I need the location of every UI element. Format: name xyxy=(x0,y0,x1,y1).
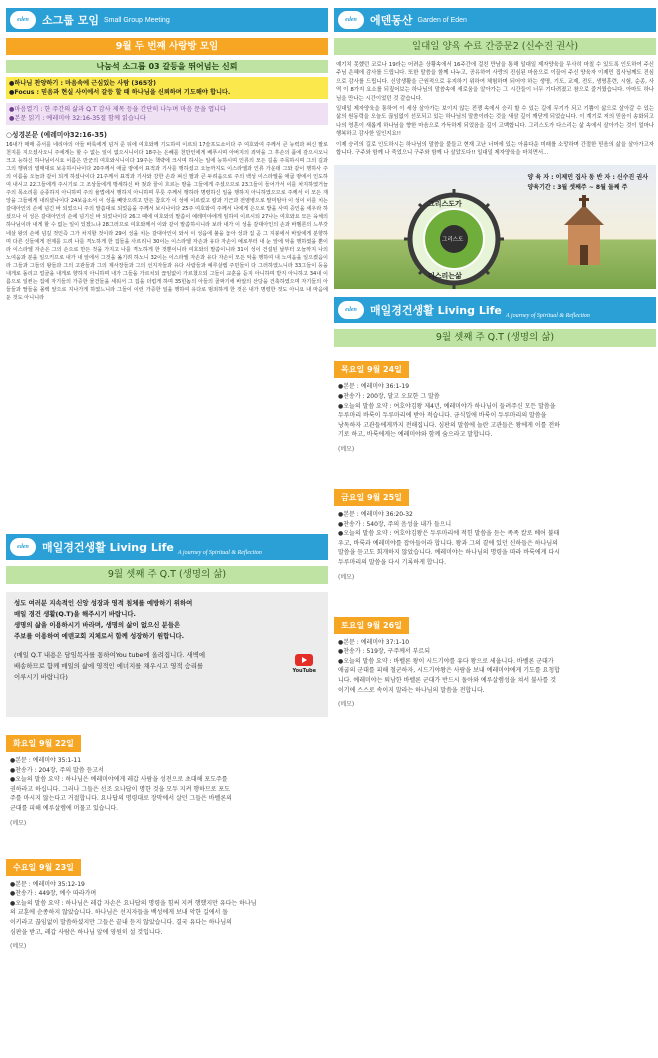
intro-line: 배송하므로 함께 매일의 삶에 영적인 에너지를 채우시고 영적 승리를 xyxy=(14,662,204,670)
eden-logo: eden xyxy=(338,301,364,319)
eden-logo: eden xyxy=(338,11,364,29)
intro-box xyxy=(6,592,328,717)
section-title: 에덴동산 xyxy=(370,14,413,27)
day-body xyxy=(334,634,656,696)
focus-hymn: ●하나님 찬양하기 : 마음속에 근심있는 사람 (365장) xyxy=(9,80,156,87)
day-line: ●본문 : 예레미야 36:1-19 xyxy=(338,383,410,391)
day-title: 화요일 9월 22일 xyxy=(6,735,81,752)
memo-label: (메모) xyxy=(10,943,27,951)
day-line: ●오늘의 말씀 요약 : 하나님은 예레미야에게 레갑 사람을 성전으로 초대해 포도주를 xyxy=(10,776,228,784)
week-title: 9월 셋째 주 Q.T (생명의 삶) xyxy=(334,329,656,347)
living-life-header xyxy=(6,534,328,560)
day-line: ●찬송가 : 200장, 달고 오묘한 그 말씀 xyxy=(338,393,440,401)
illustration-caption xyxy=(527,173,648,193)
article-body xyxy=(334,61,656,157)
day-body xyxy=(6,876,328,938)
section-title: 소그룹 모임 xyxy=(42,14,99,27)
living-life-header xyxy=(334,297,656,323)
day-line: ●오늘의 말씀 요약 : 하나님은 레갑 자손은 요나답의 명령을 힘써 지켜 행했지만 유다는 하나님 xyxy=(10,899,257,907)
day-line: 주를 마시지 않는다고 거절합니다. 요나답의 명령대로 장막에서 살던 그들은 바벨론의 xyxy=(10,795,232,803)
living-life-title: 매일경건생활 Living Life xyxy=(370,304,502,318)
day-wednesday xyxy=(6,855,328,951)
focus-box xyxy=(6,77,328,99)
day-line: 니다. 예레미야는 퇴남한 바벨론 군대가 반드시 돌아와 예루살렘성을 쳐서 불사를 것 xyxy=(338,676,557,684)
day-line: 기로 하고, 바룩에게는 예레미야와 함께 숨으라고 말합니다. xyxy=(338,431,493,439)
day-line: ●오늘의 말씀 요약 : 여호야김왕 제4년, 예레미야가 하나님이 들려주신 모든 말씀을 xyxy=(338,402,556,410)
apply-box xyxy=(6,103,328,125)
day-title: 금요일 9월 25일 xyxy=(334,489,409,506)
day-title: 목요일 9월 24일 xyxy=(334,361,409,378)
day-line: ●본문 : 예레미야 36:20-32 xyxy=(338,511,413,519)
day-line: ●찬송가 : 540장, 주의 음성을 내가 들으니 xyxy=(338,520,452,528)
day-line: 심판을 받고, 레갑 사람은 하나님 앞에 영원히 설 것입니다. xyxy=(10,928,163,936)
article-paragraph: 이제 승리의 길로 인도하시는 하나님의 말씀을 붙들고 현재 고난 너머에 있는 아름다운 미래를 소망하며 간절한 믿음의 삶을 살아가고자 합니다. 구주와 함께 나 죽었으니 구주와 함께 나 살았도다!! 일대일 제자양육을 마치면서... xyxy=(336,141,654,157)
small-group-header xyxy=(6,8,328,32)
day-line: ●찬송가 : 204장, 주의 말씀 듣고서 xyxy=(10,766,104,774)
eden-logo: eden xyxy=(10,538,36,556)
intro-line: (매일 Q.T 내용은 담임목사를 통하여You tube에 올려집니다. 새벽에 xyxy=(14,651,206,659)
section-subtitle: Garden of Eden xyxy=(417,16,467,24)
living-life-tagline: A journey of Spiritual & Reflection xyxy=(505,313,590,320)
youtube-label: YouTube xyxy=(292,668,316,674)
living-life-title: 매일경건생활 Living Life xyxy=(42,541,174,554)
youtube-icon xyxy=(295,654,313,666)
lesson-title: 나눔석 소그룹 03 갈등을 뛰어넘는 신뢰 xyxy=(6,60,328,73)
wheel-bottom-label: 디스리는삶 xyxy=(428,272,462,281)
apply-read: ●본문 읽기 : 예레미야 32:16-35절 함께 읽습니다 xyxy=(9,115,146,122)
scripture-ref: ○성경본문 (예레미야32:16-35) xyxy=(6,131,107,139)
day-line: 낭독하자 고관들에게까지 전해집니다. 심판의 말씀에 놀란 고관들은 왕에게 이를 전하 xyxy=(338,421,560,429)
apply-open-heart: ●마음열기 : 한 주간의 삶과 Q.T 감사 제목 등을 간단히 나누며 마음 문을 엽니다 xyxy=(9,106,227,113)
intro-line: 생명의 삶을 이용하시기 바라며, 생명의 삶이 없으신 분들은 xyxy=(14,621,181,629)
day-body xyxy=(334,506,656,568)
memo-label: (메모) xyxy=(338,701,355,709)
day-line: ●오늘의 말씀 요약 : 여호야김왕은 두루마리에 적힌 말씀을 듣는 족족 칼로 베어 불태 xyxy=(338,530,560,538)
day-body xyxy=(334,378,656,440)
garden-of-eden-header xyxy=(334,8,656,32)
week-title: 9월 셋째 주 Q.T (생명의 삶) xyxy=(6,566,328,584)
intro-line: 매일 경건 생활(Q.T)을 해주시기 바랍니다. xyxy=(14,610,136,618)
day-title: 수요일 9월 23일 xyxy=(6,859,81,876)
memo-label: (메모) xyxy=(338,573,355,581)
day-line: ●오늘의 말씀 요약 : 바벨론 왕이 시드기야를 유다 왕으로 세웁니다. 바벨론 군대가 xyxy=(338,657,554,665)
day-line: 이기에 스스로 속이지 말라는 하나님의 말씀을 전합니다. xyxy=(338,686,485,694)
scripture-text: 16내가 매매 증서를 네리야의 아들 바룩에게 넘겨 준 뒤에 여호와께 기도하여 이르되 17슬프도소이다 주 여호와여 주께서 큰 능력과 펴신 팔로 천지를 지으셨사오니 주에게는 할 수 없는 일이 없으시니이다 18주는 은혜를 천만인에게 베푸시며 아버지의 죄악을 그 후손의 품에 갚으시오니 크고 능하신 하나님이시요 이름은 만군의 여호와시니이다 19주는 책략에 크시며 하시는 일에 능하시며 인류의 모든 길을 주목하시며 그의 길과 그의 행위의 열매대로 보응하시나이다 20주께서 애굽 땅에서 표적과 기사를 행하셨고 오늘까지도 이스라엘과 인류 가운데 그와 같이 행하사 주의 이름을 오늘과 같이 되게 하셨나이다 21주께서 표적과 기사와 강한 손과 펴신 팔과 큰 두려움으로 주의 백성 이스라엘을 애굽 땅에서 인도하여 내시고 22그들에게 주시기로 그 조상들에게 맹세하신 바 젖과 꿀이 흐르는 땅을 그들에게 주셨으므로 23그들이 들어가서 이를 차지하였거늘 주의 목소리를 순종하지 아니하며 주의 율법에서 행하지 아니하며 무릇 주께서 행하라 명령하신 일을 행하지 아니하였으므로 주께서 이 모든 재앙을 그들에게 내리셨나이다 24보옵소서 이 성을 빼앗으려고 만든 참호가 이 성에 이르렀고 칼과 기근과 전염병으로 말미암아 이 성이 이를 치는 갈대아인의 손에 넘긴 바 되었으니 주의 말씀대로 되었음을 주께서 보시나이다 25주 여호와여 주께서 나에게 은으로 밭을 사며 증인을 세우라 하셨으나 이 성은 갈대아인의 손에 넘기신 바 되었나이다 26그 때에 여호와의 말씀이 예레미야에게 임하여 이르시되 27나는 여호와요 모든 육체의 하나님이라 내게 할 수 없는 일이 있겠느냐 28그러므로 여호와께서 이와 같이 말씀하시니라 보라 내가 이 성을 갈대아인의 손과 바벨론의 느부갓네살 왕의 손에 넘길 것인즉 그가 차지할 것이라 29이 성을 치는 갈대아인이 와서 이 성읍에 불을 놓아 성과 집 곧 그 지붕에서 바알에게 분향하며 다른 신들에게 전제를 드려 나를 격노하게 한 집들을 사르리니 30이는 이스라엘 자손과 유다 자손이 예로부터 내 눈 앞에 악을 행하였을 뿐이라 이스라엘 자손은 그의 손으로 만든 것을 가지고 나를 격노하게 한 것뿐이니라 여호와의 말씀이니라 31이 성이 건설된 날부터 오늘까지 나의 노여움과 분을 일으키므로 내가 내 앞에서 그것을 옮기려 하노니 32이는 이스라엘 자손과 유다 자손이 모든 악을 행하여 내 노여움을 일으켰음이라 그들과 그들의 왕들과 그의 고관들과 그의 제사장들과 그의 선지자들과 유다 사람들과 예루살렘 주민들이 다 그러하였느니라 33그들이 등을 내게로 돌리고 얼굴을 내게로 향하지 아니하며 내가 그들을 가르치되 끊임없이 가르쳤으되 그들이 교훈을 듣지 아니하며 받지 아니하고 34내 이름으로 일컫는 집에 자기들의 가증한 물건들을 세워서 그 집을 더럽게 하며 35힌놈의 아들의 골짜기에 바알의 산당을 건축하였으며 자기들의 아들들과 딸들을 몰렉 앞으로 지나가게 하였느니라 그들이 이런 가증한 일을 행하여 유다로 범죄하게 한 것은 내가 명령한 것도 아니요 내 마음에 둔 것도 아니니라 xyxy=(6,142,328,301)
wheel-top-label: 그리스도가 xyxy=(428,200,462,209)
intro-line: 성도 여러분 지속적인 신앙 성장과 영적 침체를 예방하기 위하여 xyxy=(14,599,193,607)
day-saturday xyxy=(334,613,656,709)
day-line: ●찬송가 : 449장, 예수 따라가며 xyxy=(10,890,97,898)
day-body xyxy=(6,752,328,814)
focus-line: ●Focus : 믿음과 현실 사이에서 갈등 할 때 하나님을 신뢰하며 기도해야 합니다. xyxy=(9,89,231,96)
day-line: 두루마리의 말씀을 다시 기록하게 합니다. xyxy=(338,559,447,566)
day-line: ●본문 : 예레미야 35:12-19 xyxy=(10,880,85,888)
day-line: 애굽의 군대를 피해 철군하자, 시드기야왕은 사람을 보내 예레미야에게 기도를 요청합 xyxy=(338,667,560,675)
right-column xyxy=(334,0,656,708)
day-line: ●본문 : 예레미야 35:1-11 xyxy=(10,757,82,764)
memo-label: (메모) xyxy=(10,819,27,827)
eden-logo: eden xyxy=(10,11,36,29)
wheel-center-label: 그리스도 xyxy=(442,237,464,244)
day-line: 의 교훈에 순종하지 않았습니다. 하나님은 선지자들을 백성에게 보내 악한 길에서 돌 xyxy=(10,909,229,917)
caption-mentor: 양 육 자 : 이제민 집사 동 반 자 : 신수진 권사 xyxy=(527,174,648,182)
day-line: 이키라고 끊임없이 말씀하셨지만 그들은 끝내 듣지 않았습니다. 결국 유다는 하나님의 xyxy=(10,918,232,926)
day-line: ●찬송가 : 519장, 구주께서 부르되 xyxy=(338,648,431,656)
day-line: ●본문 : 예레미야 37:1-10 xyxy=(338,638,410,646)
day-tuesday xyxy=(6,731,328,827)
meeting-title: 9월 두 번째 사랑방 모임 xyxy=(6,38,328,55)
day-line: 우고, 바룩과 예레미야를 잡아들이라 합니다. 왕과 그의 곁에 있던 신하들은 하나님의 xyxy=(338,539,558,547)
living-life-tagline: A journey of Spiritual & Reflection xyxy=(177,550,262,556)
illustration xyxy=(334,165,656,289)
day-line: 두루마리 바룩이 두루마리에 받아 적습니다. 금식일에 바룩이 두루마리의 말씀을 xyxy=(338,412,547,420)
article-title: 일대일 양육 수료 간증문2 (신수진 권사) xyxy=(334,38,656,55)
intro-line: 주보를 이용하여 에덴교회 지체로서 함께 성장하기 원합니다. xyxy=(14,632,185,640)
left-column xyxy=(6,0,328,950)
day-title: 토요일 9월 26일 xyxy=(334,617,409,634)
day-friday xyxy=(334,485,656,581)
day-thursday xyxy=(334,357,656,453)
memo-label: (메모) xyxy=(338,446,355,454)
intro-line: 이루시기 바랍니다) xyxy=(14,673,68,681)
day-line: 말씀을 듣고도 회개하지 않았습니다. 예레미야는 하나님의 명령을 따라 바룩에게 다시 xyxy=(338,549,560,557)
day-line: 권하라고 하십니다. 그러나 그들은 선조 요나답이 명한 것을 모두 지켜 행하므로 포도 xyxy=(10,785,230,793)
youtube-logo[interactable] xyxy=(292,654,316,677)
section-subtitle: Small Group Meeting xyxy=(103,16,170,24)
day-line: 군대를 피해 예루살렘에 머물고 있습니다. xyxy=(10,804,119,812)
caption-period: 양육기간 : 3월 셋째주 ~ 8월 둘째 주 xyxy=(527,184,628,192)
article-paragraph: 일대일 제자양육을 통하여 이 세상 살아가는 보이지 않는 전쟁 속에서 승리 할 수 있는 길에 무기가 되고 기쁨이 삶으로 살아갈 수 있는 삶의 원동력을 오늘도 끊임없이 선포되고 있는 하나님의 말씀이라는 것을 새삼 깊이 깨닫게 되었습니다. 이 계기로 저의 믿음이 송화되고 나의 영혼이 새롭게 하나님을 향한 마음으로 가득하게 되었음을 깊이 고백합니다. 그리스도가 다스리는 삶 속에서 살아가는 것이 얼마나 행복하고 감사한 일인지요!! xyxy=(336,106,654,138)
article-paragraph: 예기치 못했던 코로나 19라는 어려운 상황속에서 16주간에 걸친 만남을 통해 일대일 제자양육을 무사히 마칠 수 있도록 인도하여 주신 주님 은혜에 감사를 드립니다. 또한 말씀을 함께 나누고, 공유하여 사랑의 진심된 마음으로 이끌어 주신 양육자 이제민 집사님께도 진심으로 감사를 드립니다. 신앙생활을 근원적으로 유지하기 위하여 체험하며 되어야 하는 생명, 기도, 교제, 전도, 생명훈련, 시험, 순종, 사역 이 8가지 요소를 되짚어보는 하나님의 말씀속에 새로움을 알아가는 그 시간들이 너무 기다려졌고 참으로 즐거웠습니다. 아마도 하나님을 만나는 시간이었던 것 같습니다. xyxy=(336,62,654,102)
